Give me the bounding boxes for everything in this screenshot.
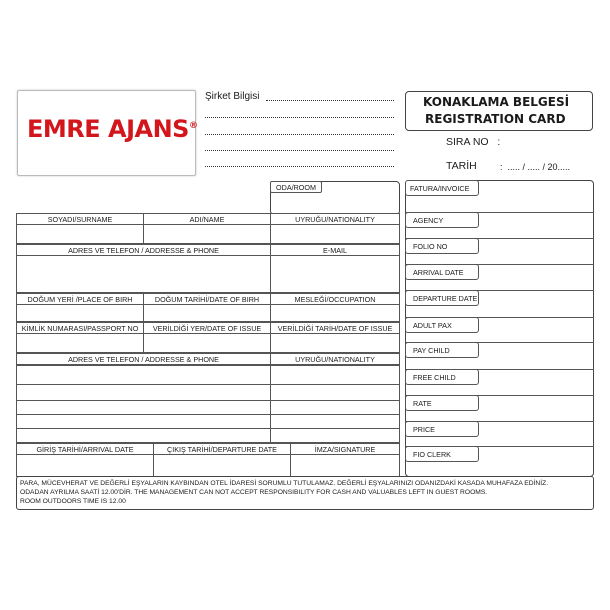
email-field[interactable]: [270, 255, 400, 293]
email-label: E-MAIL: [323, 246, 347, 255]
departure-field[interactable]: [153, 454, 291, 477]
address-field[interactable]: [16, 255, 271, 293]
address2-row-line: [16, 414, 400, 415]
folio-label: FOLIO NO: [413, 242, 448, 251]
address2-label: ADRES VE TELEFON / ADDRESSE & PHONE: [68, 355, 219, 364]
invoice-label: FATURA/INVOICE: [410, 184, 470, 193]
birth-date-field[interactable]: [143, 304, 271, 322]
free-child-label: FREE CHILD: [413, 373, 456, 382]
birth-date-label: DOĞUM TARİHİ/DATE OF BIRH: [154, 295, 260, 304]
company-info-line[interactable]: [205, 150, 394, 151]
nationality2-label: UYRUĞU/NATIONALITY: [295, 355, 375, 364]
company-info-line[interactable]: [205, 134, 394, 135]
issue-date-label: VERİLDİĞİ TARİH/DATE OF ISSUE: [277, 324, 393, 333]
name-field[interactable]: [143, 224, 271, 244]
tarih-value: : ..... / ..... / 20.....: [500, 162, 571, 172]
birth-place-field[interactable]: [16, 304, 144, 322]
room-label: ODA/ROOM: [276, 183, 316, 192]
signature-field[interactable]: [290, 454, 400, 477]
departure-date-label: DEPARTURE DATE: [413, 294, 478, 303]
occupation-field[interactable]: [270, 304, 400, 322]
footer-line-3: ROOM OUTDOORS TIME IS 12.00: [20, 498, 126, 505]
company-logo: EMRE AJANS®: [27, 115, 198, 143]
company-info-line[interactable]: [266, 100, 394, 101]
nationality2-field[interactable]: [270, 365, 400, 443]
rate-label: RATE: [413, 399, 432, 408]
issue-place-label: VERİLDİĞİ YER/DATE OF ISSUE: [152, 324, 262, 333]
surname-label: SOYADI/SURNAME: [47, 215, 113, 224]
issue-place-field[interactable]: [143, 333, 271, 353]
signature-label: İMZA/SIGNATURE: [314, 445, 376, 454]
birth-place-label: DOĞUM YERİ /PLACE OF BIRH: [27, 295, 133, 304]
arrival-label: GİRİŞ TARİHİ/ARRIVAL DATE: [36, 445, 134, 454]
clerk-label: FIO CLERK: [413, 450, 451, 459]
address-label: ADRES VE TELEFON / ADDRESSE & PHONE: [68, 246, 219, 255]
passport-field[interactable]: [16, 333, 144, 353]
address2-field[interactable]: [16, 365, 271, 443]
nationality-field[interactable]: [270, 224, 400, 244]
company-info-line[interactable]: [205, 117, 394, 118]
tarih-label: TARİH: [446, 160, 477, 172]
company-info-line[interactable]: [205, 166, 394, 167]
title-tr: KONAKLAMA BELGESİ: [423, 95, 570, 109]
arrival-field[interactable]: [16, 454, 154, 477]
title-en: REGISTRATION CARD: [425, 112, 566, 126]
price-label: PRICE: [413, 425, 435, 434]
arrival-date-label: ARRIVAL DATE: [413, 268, 464, 277]
name-label: ADI/NAME: [189, 215, 225, 224]
agency-label: AGENCY: [413, 216, 444, 225]
adult-pax-label: ADULT PAX: [413, 321, 452, 330]
sira-no-label: SIRA NO :: [446, 136, 501, 148]
address2-row-line: [16, 400, 400, 401]
surname-field[interactable]: [16, 224, 144, 244]
address2-row-line: [16, 428, 400, 429]
address2-row-line: [16, 384, 400, 385]
company-info-label: Şirket Bilgisi: [205, 91, 260, 102]
issue-date-field[interactable]: [270, 333, 400, 353]
nationality-label: UYRUĞU/NATIONALITY: [295, 215, 375, 224]
departure-label: ÇIKIŞ TARİHİ/DEPARTURE DATE: [167, 445, 277, 454]
footer-line-1: PARA, MÜCEVHERAT VE DEĞERLİ EŞYALARIN KAYBINDAN OTEL İDARESİ SORUMLU TUTULAMAZ. DEĞERLİ EŞYALARINIZI ODANIZDAKİ KASADA MUHAFAZA EDİNİZ.: [20, 480, 549, 487]
passport-label: KİMLİK NUMARASI/PASSPORT NO: [21, 324, 139, 333]
occupation-label: MESLEĞİ/OCCUPATION: [294, 295, 376, 304]
pay-child-label: PAY CHILD: [413, 346, 450, 355]
footer-line-2: ODADAN AYRILMA SAATİ 12.00'DİR. THE MANAGEMENT CAN NOT ACCEPT RESPONSIBILITY FOR CASH AND VALUABLES LEFT IN GUEST ROOMS.: [20, 489, 488, 496]
